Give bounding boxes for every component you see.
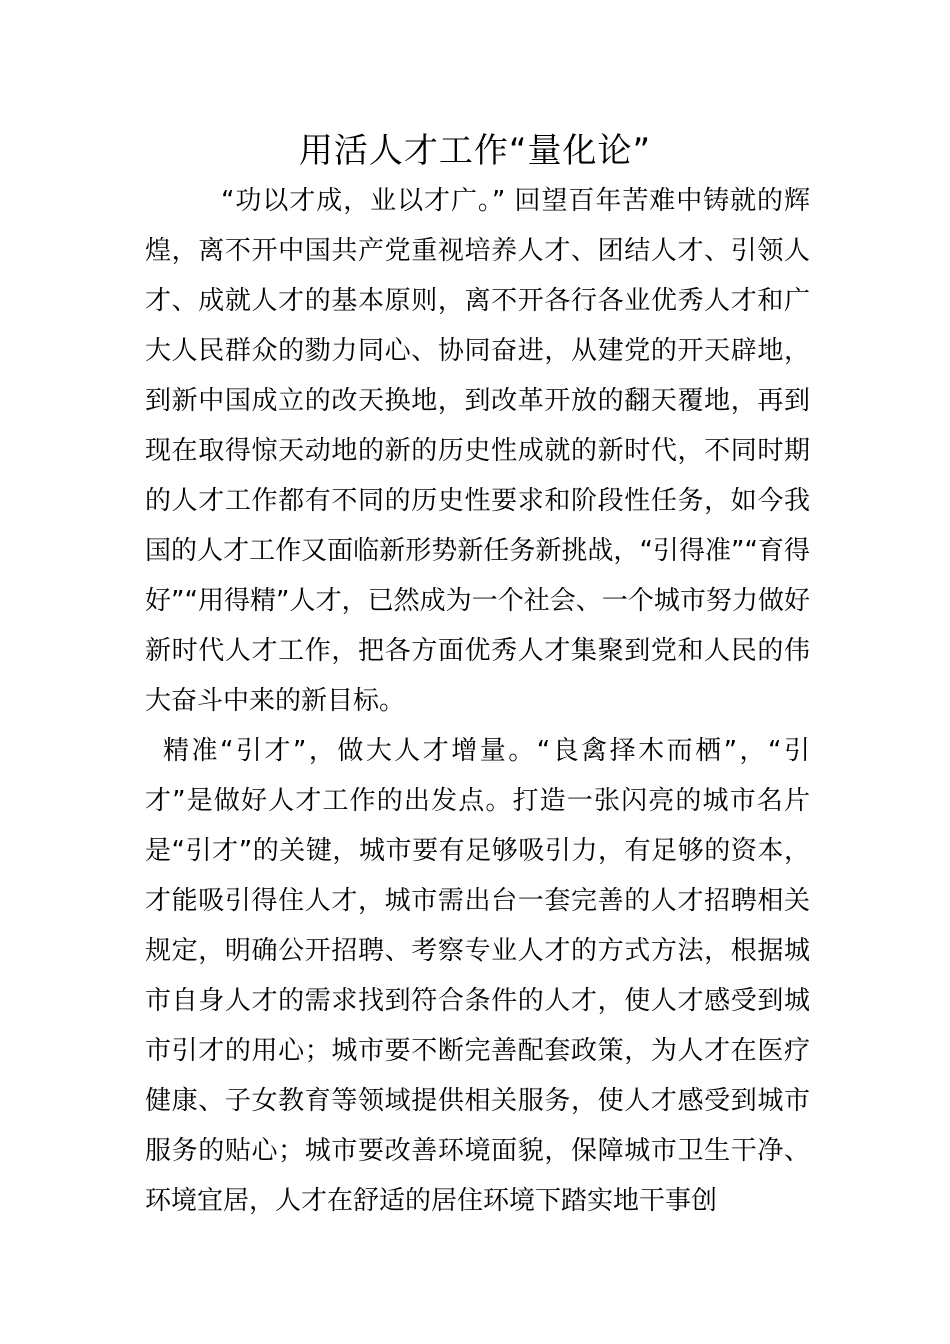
- paragraph-intro: “功以才成，业以才广。” 回望百年苦难中铸就的辉煌，离不开中国共产党重视培养人才、团结人才、引领人才、成就人才的基本原则，离不开各行各业优秀人才和广大人民群众的勠力同心、协同奋进，从建党的开天辟地，到新中国成立的改天换地，到改革开放的翻天覆地，再到现在取得惊天动地的新的历史性成就的新时代，不同时期的人才工作都有不同的历史性要求和阶段性任务，如今我国的人才工作又面临新形势新任务新挑战，“引得准”“育得好”“用得精”人才，已然成为一个社会、一个城市努力做好新时代人才工作，把各方面优秀人才集聚到党和人民的伟大奋斗中来的新目标。: [145, 186, 810, 716]
- document-body: [145, 176, 810, 1226]
- document-title: 用活人才工作“量化论”: [298, 131, 652, 171]
- paragraph-talent-attraction: 精准“引才”，做大人才增量。“良禽择木而栖”，“引才”是做好人才工作的出发点。打造一张闪亮的城市名片是“引才”的关键，城市要有足够吸引力，有足够的资本，才能吸引得住人才，城市需出台一套完善的人才招聘相关规定，明确公开招聘、考察专业人才的方式方法，根据城市自身人才的需求找到符合条件的人才，使人才感受到城市引才的用心；城市要不断完善配套政策，为人才在医疗健康、子女教育等领域提供相关服务，使人才感受到城市服务的贴心；城市要改善环境面貌，保障城市卫生干净、环境宜居，人才在舒适的居住环境下踏实地干事创: [145, 736, 810, 1216]
